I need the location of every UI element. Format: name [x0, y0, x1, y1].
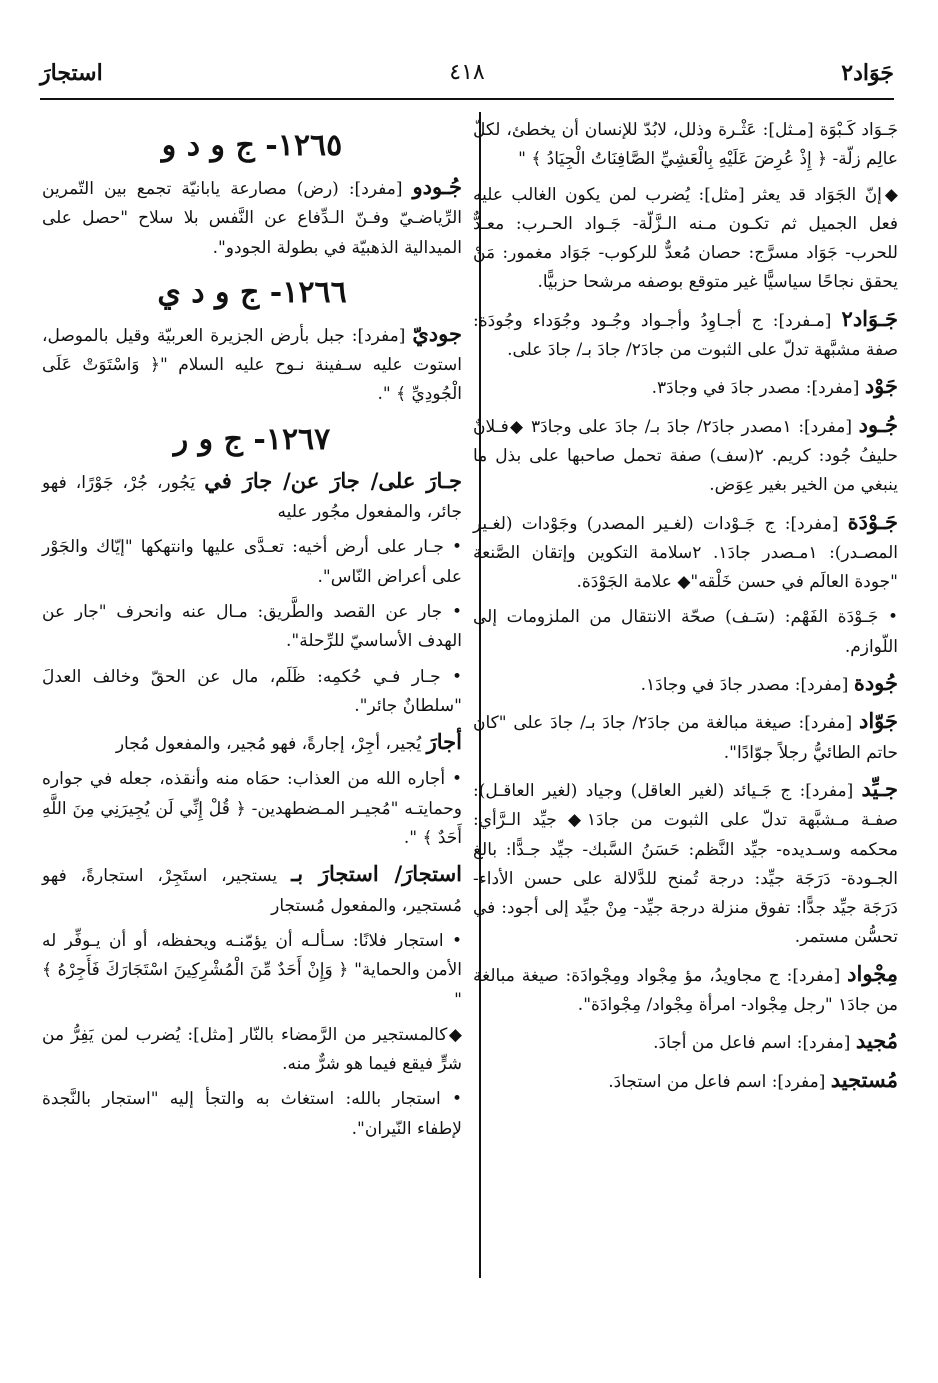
entry-headword: جـارَ على/ جارَ عن/ جارَ في [204, 467, 463, 493]
dictionary-entry [42, 859, 462, 921]
entry-headword: استجارَ/ استجارَ بـ [291, 861, 463, 887]
entry-definition: [مفرد]: ١مصدر جادَ٢/ جادَ بـ/ جادَ على وجادَ٣ ◆فـلانٌ حليفُ جُود: كريم. ٢(سف) صفة تحمل صاحبها على بذل ما ينبغي من الخير بغير عِوَض. [473, 416, 898, 496]
entry-definition: [مفرد]: صيغة مبالغة من جادَ٢/ جادَ بـ/ جادَ على "كان حاتم الطائيُّ رجلاً جوّادًا". [473, 713, 898, 763]
page-number: ٤١٨ [449, 60, 485, 85]
entry-headword: جوديّ [412, 320, 462, 346]
sense-item: • استجار بالله: استغاث به والتجأ إليه "استجار بالنَّجدة لإطفاء النّيران". [42, 1085, 462, 1144]
entry-definition: [مفرد]: (رض) مصارعة يابانيّة تجمع بين التّمرين الرِّياضـيّ وفـنّ الـدِّفاع عن النَّفس بلا سلاح "حصل على الميدالية الذهبيّة في بطولة الجودو". [42, 179, 462, 258]
running-head-right: جَوَاد٢ [841, 60, 894, 86]
dictionary-entry [473, 706, 898, 768]
entry-headword: جُودة [853, 670, 898, 696]
page-header [40, 60, 894, 96]
entry-headword: مُجيد [855, 1028, 898, 1054]
entry-definition: يستجير، استَجِرْ، استجارةً، فهو مُستجير، والمفعول مُستجار [42, 866, 462, 916]
dictionary-entry [42, 319, 462, 410]
entry-headword: مُستجيد [830, 1066, 898, 1092]
sense-item: • جـار فـي حُكمِه: ظَلَم، مال عن الحقّ وخالف العدلَ "سلطانٌ جائر". [42, 663, 462, 722]
entry-paragraph: جَـوَاد كَـبْوَة [مـثل]: عَثْـرة وذلل، لابُدّ للإنسان أن يخطئ، لكلّ عالِم زلّة- ﴿ إِذْ عُرِضَ عَلَيْهِ بِالْعَشِيِّ الصَّافِنَاتُ الْجِيَادُ ﴾ " [473, 120, 898, 170]
entry-definition: يُجير، أجِرْ، إجارةً، فهو مُجير، والمفعول مُجار [115, 734, 422, 755]
entry-paragraph: • جَـوْدَة الفَهْم: (سَـف) صحّة الانتقال من الملزومات إلى اللّوازم. [473, 607, 898, 657]
entry-headword: جَـوَاد٢ [841, 305, 898, 331]
entry-definition: [مفرد]: ج جَـيائد (لغير العاقل) وجياد (لغير العاقـل): صفـة مـشبَّهة تدلّ على الثبوت من جادَ١◆ جيِّد الـرَّأي: محكمه وسـديده- جيِّد النَّظم: حَسَنُ السَّبك- جيِّد جـدًّا: بالغ الجـودة- دَرَجَة جيِّد: درجة تُمنح للدَّلالة على حسن الأداء- دَرَجَة جيِّد جدًّا: تفوق منزلة درجة جيِّد- مِنْ جيِّد إلى أجود: في تحسُّن مستمر. [473, 780, 898, 948]
running-head-left: استجارَ [40, 60, 103, 86]
left-column [42, 116, 462, 1150]
right-column [473, 116, 898, 1103]
header-rule [40, 98, 894, 100]
entry-definition: [مفرد]: اسم فاعل من استجادَ. [608, 1071, 826, 1092]
entry-headword: جَـوْدَة [847, 508, 898, 534]
entry-headword: جُـود [858, 411, 898, 437]
entry-definition: [مفرد]: ج مجاويدُ، مؤ مِجْواد ومِجْوادَة: صيغة مبالغة من جادَ١ "رجل مِجْواد- امرأة مِجْواد/ مِجْوادَة". [473, 965, 898, 1016]
entry-headword: جَوْد [864, 373, 898, 399]
dictionary-entry [473, 1026, 898, 1058]
entry-headword: مِجْواد [847, 960, 898, 986]
dictionary-entry [473, 774, 898, 953]
sense-item: • جـار على أرض أخيه: تعـدَّى عليها وانتهكها "إيّاك والجَوْر على أعراض النّاس". [42, 533, 462, 592]
entry-paragraph: ◆كالمستجير من الرَّمضاء بالنّار [مثل]: يُضرب لمن يَفِرُّ من شرٍّ فيقع فيما هو شرٌّ منه. [42, 1024, 462, 1075]
dictionary-entry [473, 1065, 898, 1097]
entry-definition: [مـفرد]: ج أجـاوِدُ وأجـواد وجُـود وجُوَداء وجُودَة: صفة مشبَّهة تدلّ على الثبوت من جادَ٢/ جادَ بـ/ جادَ على. [473, 310, 898, 361]
entry-definition: [مفرد]: ج جَـوْدات (لغـير المصدر) وجَوْدات (لغـير المصـدر): ١مـصدر جادَ١. ٢سلامة التكوين وإتقان الصَّنعة "جودة العالَم في حسن خَلْقه"◆ علامة الجَوْدَة. [473, 513, 899, 593]
dictionary-entry [42, 466, 462, 528]
section-heading: ١٢٦٧- ج و ر [173, 421, 331, 457]
entry-headword: جَوّاد [858, 708, 898, 734]
dictionary-entry [473, 959, 898, 1021]
dictionary-entry [473, 410, 898, 501]
entry-definition: [مفرد]: اسم فاعل من أجادَ. [653, 1033, 851, 1054]
entry-definition: [مفرد]: جبل بأرض الجزيرة العربيّة وقيل بالموصل، استوت عليه سـفينة نـوح عليه السلام "﴿ وَاسْتَوَتْ عَلَى الْجُودِيِّ ﴾ ". [42, 325, 462, 405]
dictionary-entry [473, 507, 898, 598]
entry-headword: أجارَ [426, 729, 462, 755]
entry-headword: جُـودو [412, 174, 463, 199]
dictionary-entry [42, 172, 462, 263]
entry-definition: يَجُور، جُرْ، جَوْرًا، فهو جائر، والمفعول مجُور عليه [42, 472, 462, 523]
sense-item: • أجاره الله من العذاب: حمَاه منه وأنقذه، جعله في جواره وحمايتـه "مُجيـر المـضطهدين- ﴿ قُلْ إِنِّي لَن يُجِيرَنِي مِنَ اللَّهِ أَحَدٌ ﴾ ". [42, 765, 462, 853]
dictionary-entry [473, 304, 898, 366]
entry-headword: جـيِّد [861, 775, 898, 801]
entry-paragraph: ◆إنّ الجَوَاد قد يعثر [مثل]: يُضرب لمن يكون الغالب عليه فعل الجميل ثم تكـون مـنه الـزَّلّة- جَـواد الحـرب: معـدٌّ للحرب- جَوَاد مسرَّج: حصان مُعدٌّ للركوب- جَوَاد مغمور: مَنْ يحقق نجاحًا سياسيًّا غير متوقع بوصفه مرشحا حزبيًّا. [473, 184, 898, 293]
entry-definition: [مفرد]: مصدر جادَ في وجادَ٣. [651, 378, 860, 399]
section-heading: ١٢٦٥- ج و د و [161, 128, 343, 163]
dictionary-entry [473, 668, 898, 700]
section-heading: ١٢٦٦- ج و د ي [157, 274, 347, 310]
entry-definition: [مفرد]: مصدر جادَ في وجادَ١. [640, 675, 849, 696]
dictionary-entry [473, 371, 898, 403]
sense-item: • استجار فلانًا: سـألـه أن يؤمّنـه ويحفظه، أو أن يـوفِّر له الأمن والحماية" ﴿ وَإِنْ أَحَدٌ مِّنَ الْمُشْرِكِينَ اسْتَجَارَكَ فَأَجِرْهُ ﴾ " [42, 927, 462, 1015]
dictionary-entry [42, 727, 462, 759]
sense-item: • جار عن القصد والطَّريق: مـال عنه وانحرف "جار عن الهدف الأساسيّ للرِّحلة". [42, 598, 462, 657]
